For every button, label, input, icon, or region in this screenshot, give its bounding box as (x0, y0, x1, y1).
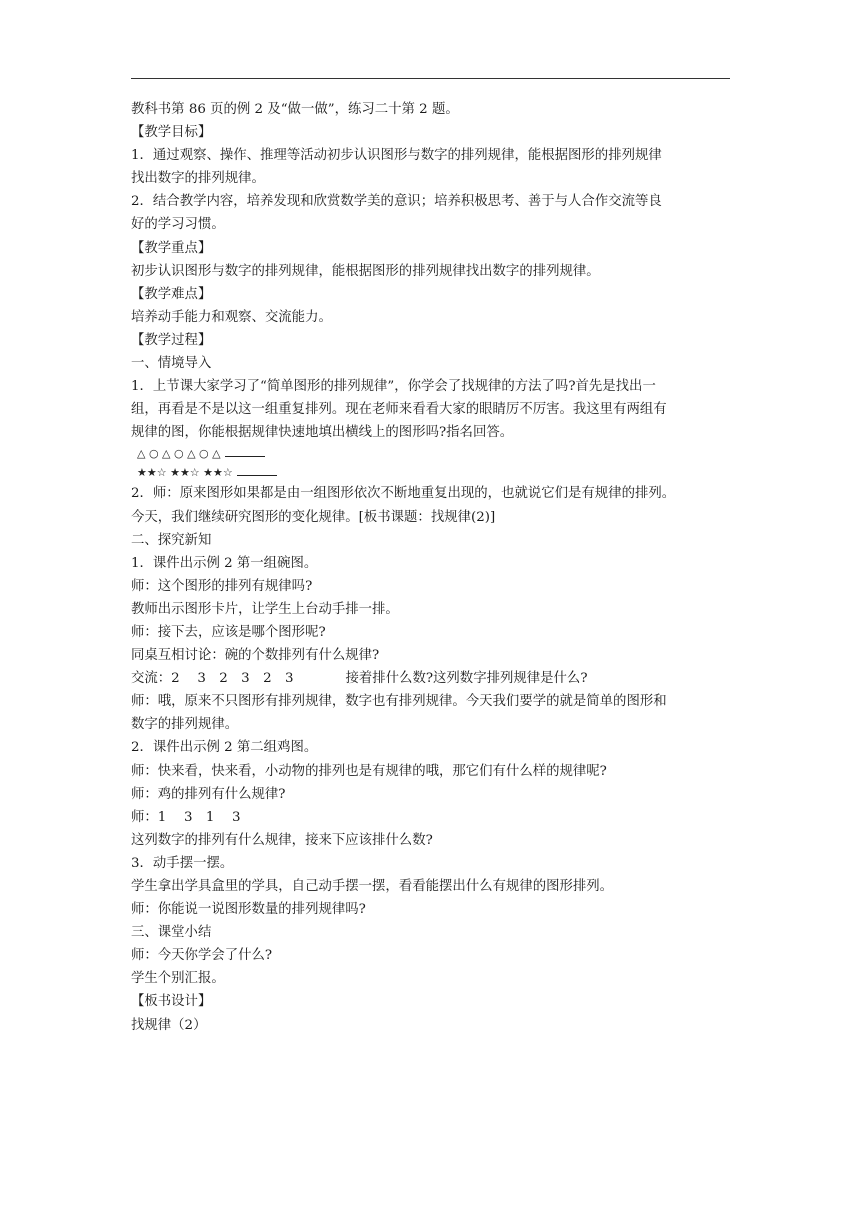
teacher-question-3: 师：你能说一说图形数量的排列规律吗? (131, 902, 366, 918)
goal-2-line-2: 好的学习习惯。 (131, 217, 225, 233)
intro-line-3: 规律的图，你能根据规律快速地填出横线上的图形吗?指名回答。 (131, 425, 514, 441)
exchange-line (131, 667, 731, 690)
bowl-number-sequence: 2 3 2 3 2 3 (171, 671, 294, 687)
exchange-label: 交流： (131, 671, 172, 687)
star-pattern: ★★☆ ★★☆ ★★☆ (137, 466, 233, 480)
section-1-title: 一、情境导入 (131, 356, 212, 372)
textbook-reference: 教科书第 86 页的例 2 及“做一做”，练习二十第 2 题。 (131, 102, 459, 117)
key-points-text: 初步认识图形与数字的排列规律，能根据图形的排列规律找出数字的排列规律。 (131, 263, 600, 279)
chicken-number-sequence: 师：1 3 1 3 (131, 809, 241, 825)
lesson-body (131, 98, 731, 1037)
triangle-circle-pattern: △ ○ △ ○ △ ○ △ (137, 447, 221, 461)
intro-line-1: 1．上节课大家学习了“简单图形的排列规律”，你学会了找规律的方法了吗?首先是找出一 (131, 379, 656, 395)
header-rule (131, 78, 730, 79)
next-number-question: 这列数字的排列有什么规律，接来下应该排什么数? (131, 832, 433, 848)
teacher-question-4: 师：今天你学会了什么? (131, 948, 273, 964)
teacher-summary-line-1: 2．师：原来图形如果都是由一组图形依次不断地重复出现的，也就说它们是有规律的排列。 (131, 486, 676, 502)
teacher-question-2: 师：接下去，应该是哪个图形呢? (131, 624, 326, 640)
step-2-title: 2．课件出示例 2 第二组鸡图。 (131, 740, 318, 756)
step-1-title: 1．课件出示例 2 第一组碗图。 (131, 555, 318, 571)
card-activity: 教师出示图形卡片，让学生上台动手排一排。 (131, 601, 399, 617)
pair-discussion: 同桌互相讨论：碗的个数排列有什么规律? (131, 648, 380, 664)
section-2-title: 二、探究新知 (131, 532, 212, 548)
goal-1-line-2: 找出数字的排列规律。 (131, 171, 265, 187)
teacher-summary-line-2: 今天，我们继续研究图形的变化规律。[板书课题：找规律(2)] (131, 509, 496, 525)
heading-board-design: 【板书设计】 (131, 994, 212, 1010)
heading-teaching-goals: 【教学目标】 (131, 125, 212, 141)
heading-difficulties: 【教学难点】 (131, 286, 212, 302)
fill-blank-1 (225, 445, 265, 457)
fill-blank-2 (237, 464, 277, 476)
student-report: 学生个别汇报。 (131, 971, 225, 987)
goal-2-line-1: 2．结合教学内容，培养发现和欣赏数学美的意识；培养积极思考、善于与人合作交流等良 (131, 194, 662, 210)
teacher-question-1: 师：这个图形的排列有规律吗? (131, 578, 313, 594)
teacher-note-line-2: 数字的排列规律。 (131, 717, 239, 733)
section-3-title: 三、课堂小结 (131, 925, 212, 941)
teacher-note-line-1: 师：哦，原来不只图形有排列规律，数字也有排列规律。今天我们要学的就是简单的图形和 (131, 694, 667, 710)
teacher-chicken-question: 师：鸡的排列有什么规律? (131, 786, 286, 802)
board-title: 找规律（2） (131, 1017, 207, 1033)
heading-process: 【教学过程】 (131, 332, 212, 348)
shape-pattern-row-1 (131, 444, 731, 463)
step-3-title: 3．动手摆一摆。 (131, 855, 234, 871)
goal-1-line-1: 1．通过观察、操作、推理等活动初步认识图形与数字的排列规律，能根据图形的排列规律 (131, 148, 662, 164)
heading-key-points: 【教学重点】 (131, 240, 212, 256)
shape-pattern-row-2 (131, 463, 731, 482)
intro-line-2: 组，再看是不是以这一组重复排列。现在老师来看看大家的眼睛厉不厉害。我这里有两组有 (131, 402, 667, 418)
difficulties-text: 培养动手能力和观察、交流能力。 (131, 309, 332, 325)
exchange-question: 接着排什么数?这列数字排列规律是什么? (345, 671, 588, 687)
hands-on-activity: 学生拿出学具盒里的学具，自己动手摆一摆，看看能摆出什么有规律的图形排列。 (131, 879, 614, 894)
teacher-animals: 师：快来看，快来看，小动物的排列也是有规律的哦，那它们有什么样的规律呢? (131, 763, 607, 779)
